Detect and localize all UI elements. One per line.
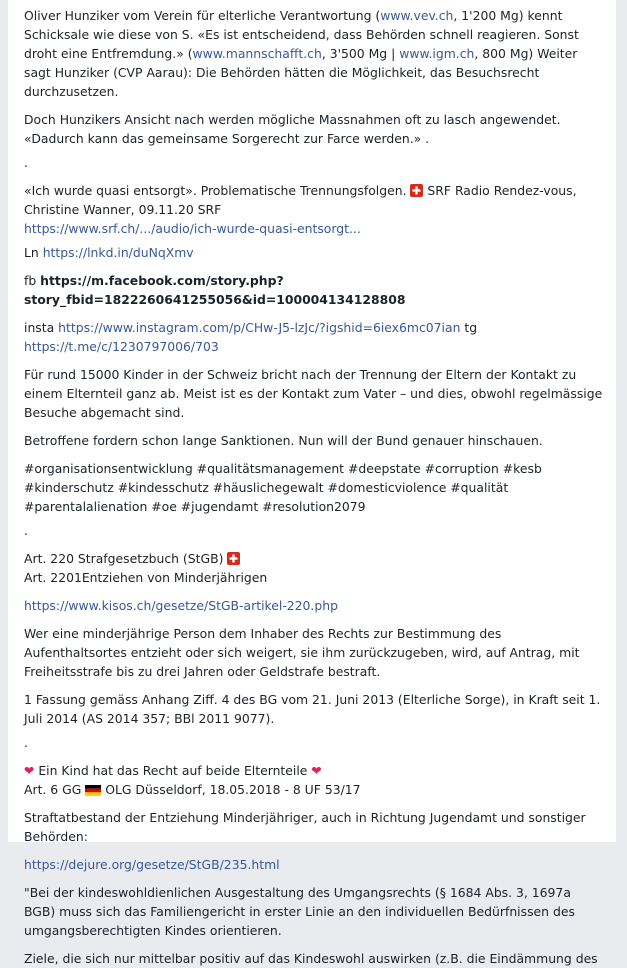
link-linkedin[interactable]: https://lnkd.in/duNqXmv (42, 245, 194, 260)
post-body (8, 0, 616, 968)
paragraph-sanktionen: Betroffene fordern schon lange Sanktionen. Nun will der Bund genauer hinschauen. (24, 433, 543, 448)
link-telegram[interactable]: https://t.me/c/1230797006/703 (24, 339, 219, 354)
text: Art. 2201Entziehen von Minderjährigen (24, 570, 268, 585)
text: , 800 Mg) Weiter sagt Hunziker (CVP Aarau): Die Behörden hätten die Möglichkeit, das Besuchsrecht durchzusetzen. (24, 46, 578, 99)
dejure-line (24, 855, 606, 874)
label: tg (460, 320, 478, 335)
paragraph-hunziker (24, 6, 606, 101)
paragraph-srf (24, 181, 606, 238)
heart-icon: ❤ (24, 763, 35, 778)
label: insta (24, 320, 59, 335)
linkedin-line (24, 243, 606, 262)
swiss-flag-icon (227, 552, 240, 565)
label: fb (24, 273, 41, 288)
paragraph-straftatbestand: Straftatbestand der Entziehung Minderjähriger, auch in Richtung Jugendamt und sonstiger Behörden: (24, 810, 586, 844)
text: Art. 6 GG (24, 782, 86, 797)
link-instagram[interactable]: https://www.instagram.com/p/CHw-J5-lzJc/?igshid=6iex6mc07ian (58, 320, 461, 335)
art-220-block (24, 549, 606, 587)
paragraph-ziele: Ziele, die sich nur mittelbar positiv auf das Kindeswohl auswirken (z.B. die Eindämmung des (24, 951, 598, 966)
paragraph-minderjaehrige: Wer eine minderjährige Person dem Inhaber des Rechts zur Bestimmung des Aufenthaltsortes entzieht oder sich weigert, sie ihm zurückzugeben, wird, auf Antrag, mit Freiheitsstrafe bis zu drei Jahren oder Geldstrafe bestraft. (24, 626, 580, 679)
paragraph-umgangsrecht: "Bei der kindeswohldienlichen Ausgestaltung des Umgangsrechts (§ 1684 Abs. 3, 1697a BGB) muss sich das Familiengericht in erster Linie an den individuellen Bedürfnissen des umgangsberechtigten Kindes orientieren. (24, 885, 575, 938)
kisos-line (24, 596, 606, 615)
link-kisos[interactable]: https://www.kisos.ch/gesetze/StGB-artikel-220.php (24, 598, 338, 613)
instagram-line (24, 318, 606, 356)
facebook-line (24, 271, 606, 309)
label: Ln (24, 245, 43, 260)
link-vev[interactable]: www.vev.ch (380, 8, 454, 23)
dot-separator: . (24, 523, 28, 538)
link-igm[interactable]: www.igm.ch (399, 46, 475, 61)
paragraph-15000: Für rund 15000 Kinder in der Schweiz bricht nach der Trennung der Eltern der Kontakt zu einem Elternteil ganz ab. Meist ist es der Kontakt zum Vater – und dies, obwohl regelmässige Besuche abgemacht sind. (24, 367, 603, 420)
link-facebook[interactable]: https://m.facebook.com/story.php?story_fbid=1822260641255056&id=100004134128808 (24, 273, 406, 307)
hashtags: #organisationsentwicklung #qualitätsmanagement #deepstate #corruption #kesb #kinderschutz #kindesschutz #häuslichegewalt #domesticviolence #qualität #parentalalienation #oe #jugendamt #resolution2079 (24, 461, 542, 514)
text: OLG Düsseldorf, 18.05.2018 - 8 UF 53/17 (101, 782, 361, 797)
post-card (8, 0, 616, 966)
link-dejure[interactable]: https://dejure.org/gesetze/StGB/235.html (24, 857, 280, 872)
text: Ein Kind hat das Recht auf beide Elternteile (34, 763, 312, 778)
text: «Ich wurde quasi entsorgt». Problematische Trennungsfolgen. (24, 183, 411, 198)
text: Art. 220 Strafgesetzbuch (StGB) (24, 551, 228, 566)
link-mannschafft[interactable]: www.mannschafft.ch (192, 46, 322, 61)
heart-icon: ❤ (311, 763, 322, 778)
text: SRF Radio Rendez-vous, Christine Wanner, 09.11.20 SRF (24, 183, 577, 217)
kind-recht-block (24, 761, 606, 799)
text: Oliver Hunziker vom Verein für elterliche Verantwortung ( (24, 8, 381, 23)
paragraph-farce: Doch Hunzikers Ansicht nach werden mögliche Massnahmen oft zu lasch angewendet. «Dadurch kann das gemeinsame Sorgerecht zur Farce werden.» . (24, 112, 561, 146)
swiss-flag-icon (410, 184, 423, 197)
dot-separator: . (24, 735, 28, 750)
paragraph-fassung: 1 Fassung gemäss Anhang Ziff. 4 des BG vom 21. Juni 2013 (Elterliche Sorge), in Kraft seit 1. Juli 2014 (AS 2014 357; BBl 2011 9077). (24, 692, 601, 726)
link-srf[interactable]: https://www.srf.ch/.../audio/ich-wurde-quasi-entsorgt... (24, 221, 361, 236)
dot-separator: . (24, 155, 28, 170)
text: , 1'200 Mg) kennt Schicksale wie diese von S. «Es ist entscheidend, dass Behörden schnell reagieren. Sonst droht eine Entfremdung.» ( (24, 8, 579, 61)
text: , 3'500 Mg | (321, 46, 400, 61)
german-flag-icon (85, 785, 101, 796)
